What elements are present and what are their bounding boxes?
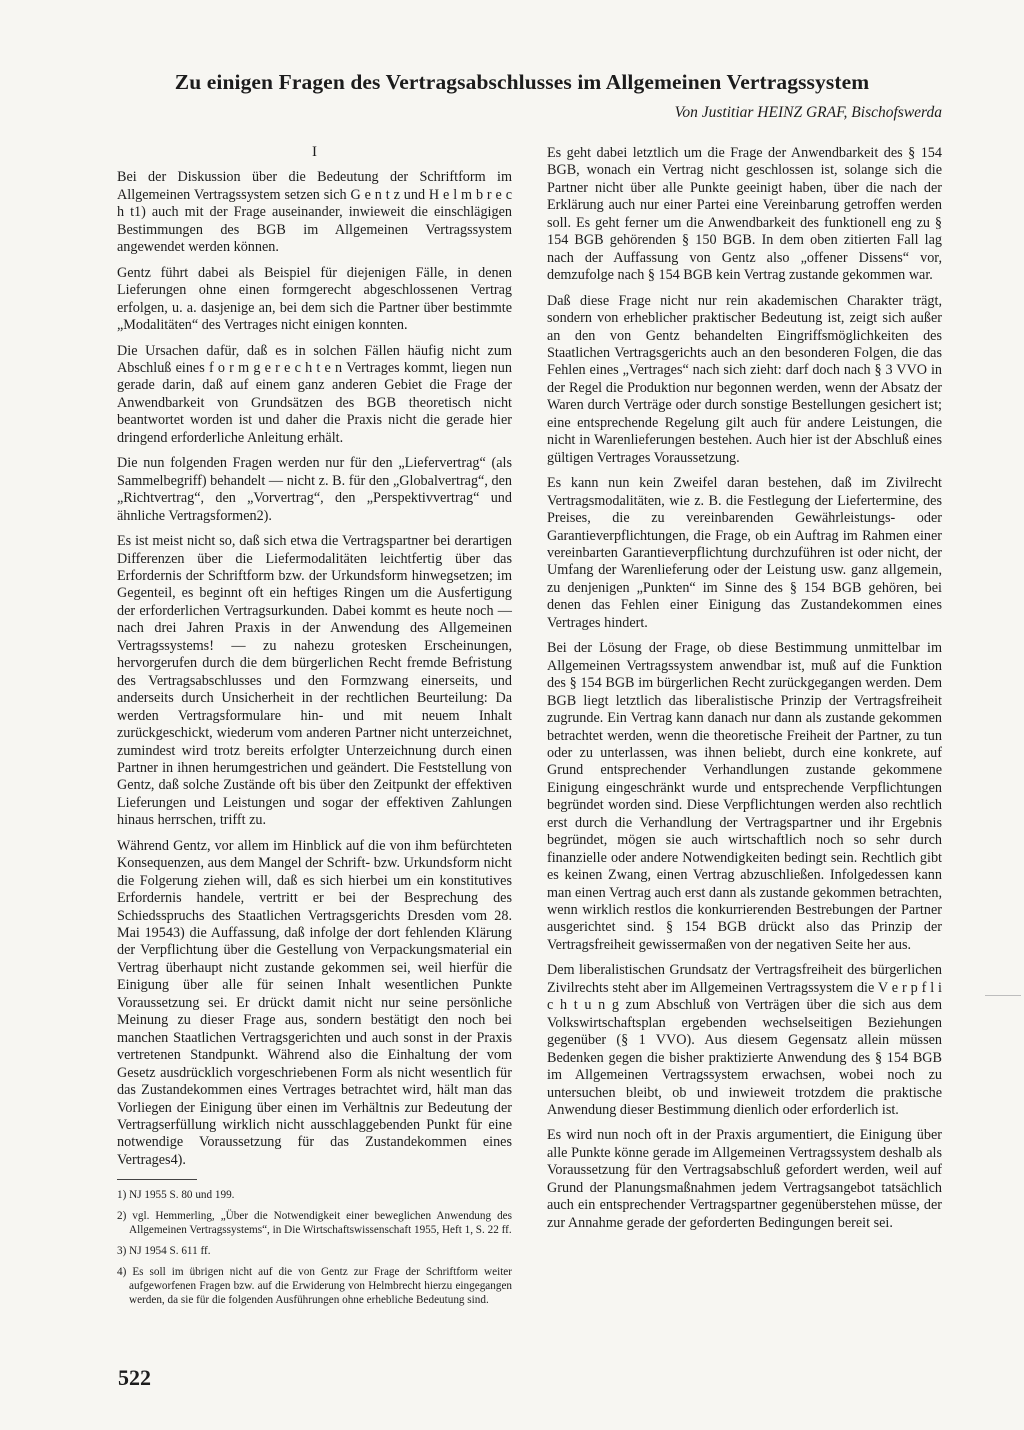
paragraph: Die nun folgenden Fragen werden nur für den „Liefervertrag“ (als Sammelbegriff) behandelt — nicht z. B. für den „Globalvertrag“, den „Richtvertrag“, den „Vorvertrag“, den „Perspektivvertrag“ und ähnliche Vertragsformen2).	[117, 455, 512, 524]
footnote: 2) vgl. Hemmerling, „Über die Notwendigkeit einer beweglichen Anwendung des Allgemeinen Vertragssystems“, in Die Wirtschaftswissenschaft 1955, Heft 1, S. 22 ff.	[117, 1210, 512, 1237]
page-number: 522	[118, 1365, 151, 1390]
footnote: 4) Es soll im übrigen nicht auf die von Gentz zur Frage der Schriftform weiter aufgeworfenen Fragen bzw. auf die Erwiderung von Helmbrecht hierzu eingegangen werden, da sie für die folgenden Ausführungen ohne erhebliche Bedeutung sind.	[117, 1266, 512, 1307]
left-column	[117, 144, 512, 1314]
paragraph: Es wird nun noch oft in der Praxis argumentiert, die Einigung über alle Punkte könne gerade im Allgemeinen Vertragssystem deshalb als Voraussetzung für den Vertragsabschluß gefordert werden, weil auf Grund der Planungsmaßnahmen jedem Vertragsangebot tatsächlich auch ein entsprechender Vertragspartner gegenüberstehen müsse, der zur Annahme gerade der geforderten Bedingungen bereit sei.	[547, 1127, 942, 1231]
section-number: I	[312, 144, 317, 160]
paragraph: Bei der Lösung der Frage, ob diese Bestimmung unmittelbar im Allgemeinen Vertragssystem anwendbar ist, muß auf die Funktion des § 154 BGB im bürgerlichen Recht zurückgegangen werden. Dem BGB liegt letztlich das liberalistische Prinzip der Vertragsfreiheit zugrunde. Ein Vertrag kann danach nur dann als zustande gekommen betrachtet werden, wenn die theoretische Freiheit der Partner, zu tun oder zu unterlassen, was ihnen beliebt, durch eine konkrete, auf Grund entsprechender Verhandlungen zustande gekommene Einigung eingeschränkt wurde und entsprechende Verpflichtungen begründet worden sind. Diese Verpflichtungen werden also rechtlich erst durch die Verhandlung der Vertragspartner und ihr Ergebnis begründet, mögen sie auch wirtschaftlich noch so sehr durch finanzielle oder andere Notwendigkeiten bedingt sein. Rechtlich gibt es keinen Zwang, einen Vertrag abzuschließen. Infolgedessen kann man einen Vertrag auch erst dann als zustande gekommen betrachten, wenn wirklich restlos die konkurrierenden Bestrebungen der Partner ausgerichtet sind. § 154 BGB drückt also das Prinzip der Vertragsfreiheit gewissermaßen von der negativen Seite her aus.	[547, 640, 942, 953]
article-byline: Von Justitiar HEINZ GRAF, Bischofswerda	[674, 104, 942, 121]
footnote: 3) NJ 1954 S. 611 ff.	[117, 1245, 211, 1258]
paragraph: Es geht dabei letztlich um die Frage der Anwendbarkeit des § 154 BGB, wonach ein Vertrag nicht geschlossen ist, solange sich die Partner nicht über alle Punkte geeinigt haben, über die nach der Erklärung auch nur einer Partei eine Vereinbarung getroffen werden soll. Es geht ferner um die Anwendbarkeit des funktionell eng zu § 154 BGB gehörenden § 150 BGB. In dem oben zitierten Fall lag nach der Auffassung von Gentz also „offener Dissens“ vor, demzufolge nach § 154 BGB kein Vertrag zustande gekommen war.	[547, 145, 942, 284]
paragraph: Bei der Diskussion über die Bedeutung der Schriftform im Allgemeinen Vertragssystem setzen sich G e n t z und H e l m b r e c h t1) auch mit der Frage auseinander, inwieweit die einschlägigen Bestimmungen des BGB im Allgemeinen Vertragssystem angewendet werden können.	[117, 169, 512, 256]
article-title: Zu einigen Fragen des Vertragsabschlusses im Allgemeinen Vertragssystem	[174, 70, 870, 94]
right-column	[547, 145, 942, 1240]
paragraph: Daß diese Frage nicht nur rein akademischen Charakter trägt, sondern von erheblicher praktischer Bedeutung ist, zeigt sich außer an den von Gentz behandelten Eingriffsmöglichkeiten des Staatlichen Vertragsgerichts auch an den besonderen Folgen, die das Fehlen eines „Vertrages“ nach sich zieht: darf doch nach § 3 VVO in der Regel die Produktion nur begonnen werden, wenn der Absatz der Waren durch Verträge oder durch sonstige Bestellungen gesichert ist; eine entsprechende Regelung gilt auch für andere Leistungen, die nicht in Warenlieferungen bestehen. Auch hier ist der Abschluß eines gültigen Vertrages Voraussetzung.	[547, 292, 942, 466]
paragraph: Es kann nun kein Zweifel daran bestehen, daß im Zivilrecht Vertragsmodalitäten, wie z. B. die Festlegung der Liefertermine, des Preises, die zu vereinbarenden Gewährleistungs- oder Garantieverpflichtungen, die Frage, ob ein Auftrag im Rahmen einer vereinbarten Garantieverpflichtung durchzuführen ist oder nicht, der Umfang der Warenlieferung oder der Leistung usw. ganz allgemein, zu denjenigen „Punkten“ im Sinne des § 154 BGB gehören, bei denen das Fehlen einer Einigung das Zustandekommen eines Vertrages hindert.	[547, 475, 942, 631]
paragraph: Die Ursachen dafür, daß es in solchen Fällen häufig nicht zum Abschluß eines f o r m g e r e c h t e n Vertrages kommt, liegen nun gerade darin, daß auf einem ganz anderen Gebiet die Frage der Anwendbarkeit von Grundsätzen des BGB theoretisch nicht beantwortet worden ist und daher die Praxis nicht die gerade hier dringend erforderliche Anleitung erhält.	[117, 342, 512, 446]
paragraph: Während Gentz, vor allem im Hinblick auf die von ihm befürchteten Konsequenzen, aus dem Mangel der Schrift- bzw. Urkundsform nicht die Folgerung ziehen will, daß es sich hierbei um ein konstitutives Erfordernis handele, vertritt er bei der Besprechung des Schiedsspruchs des Staatlichen Vertragsgerichts Dresden vom 28. Mai 19543) die Auffassung, daß infolge der dort fehlenden Klärung der Verpflichtung über die Gestellung von Verpackungsmaterial ein Vertrag überhaupt nicht zustande gekommen sei, weil hierfür die Einigung über alle für seinen Inhalt wesentlichen Punkte Voraussetzung sei. Er drückt damit nicht nur seine persönliche Meinung zu dieser Frage aus, sondern bestätigt den noch bei manchen Staatlichen Vertragsgerichten und auch sonst in der Praxis vertretenen Standpunkt. Während also die Einhaltung der vom Gesetz ausdrücklich vorgeschriebenen Form als nicht wesentlich für das Zustandekommen eines Vertrages betrachtet wird, hält man das Vorliegen der Einigung über einen im Verhältnis zur Bedeutung der Vertragserfüllung wirklich nicht ausschlaggebenden Punkt für eine notwendige Voraussetzung für das Zustandekommen eines Vertrages4).	[117, 837, 512, 1168]
footnote-divider	[117, 1179, 197, 1180]
footnotes	[117, 1179, 512, 1307]
footnote: 1) NJ 1955 S. 80 und 199.	[117, 1189, 235, 1202]
paragraph: Gentz führt dabei als Beispiel für diejenigen Fälle, in denen Lieferungen ohne einen formgerecht abgeschlossenen Vertrag erfolgen, u. a. dasjenige an, bei dem sich die Partner über bestimmte „Modalitäten“ des Vertrages nicht einigen konnten.	[117, 264, 512, 334]
paragraph: Dem liberalistischen Grundsatz der Vertragsfreiheit des bürgerlichen Zivilrechts steht aber im Allgemeinen Vertragssystem die V e r p f l i c h t u n g zum Abschluß von Verträgen über die sich aus dem Volkswirtschaftsplan ergebenden wechselseitigen Beziehungen gegenüber (§ 1 VVO). Aus diesem Gegensatz allein müssen Bedenken gegen die bisher praktizierte Anwendung des § 154 BGB im Allgemeinen Vertragssystem erwachsen, wobei noch zu untersuchen bleibt, ob und inwieweit trotzdem die praktische Anwendung dieser Bestimmung dienlich oder erforderlich ist.	[547, 962, 942, 1119]
paragraph: Es ist meist nicht so, daß sich etwa die Vertragspartner bei derartigen Differenzen über die Liefermodalitäten leichtfertig über das Erfordernis der Schriftform bzw. der Urkundsform hinwegsetzen; im Gegenteil, es beginnt oft ein heftiges Ringen um die Ausfertigung der erforderlichen Vertragsurkunden. Dabei kommt es heute noch — nach drei Jahren Praxis in der Anwendung des Allgemeinen Vertragssystems! — zu nahezu grotesken Erscheinungen, hervorgerufen durch die dem bürgerlichen Recht fremde Befristung des Vertragsabschlusses und den Formzwang einerseits, und anderseits durch Unsicherheit in der rechtlichen Beurteilung: Da werden Vertragsformulare hin- und mit neuem Inhalt zurückgeschickt, wiederum vom anderen Partner nicht unterzeichnet, zumindest wird trotz bereits erfolgter Unterzeichnung durch einen Partner in ihnen herumgestrichen und geändert. Die Feststellung von Gentz, daß solche Zustände oft bis über den Zeitpunkt der effektiven Lieferungen und Leistungen und sogar der effektiven Zahlungen hinaus herrschen, trifft zu.	[117, 533, 512, 829]
margin-mark	[985, 995, 1021, 996]
